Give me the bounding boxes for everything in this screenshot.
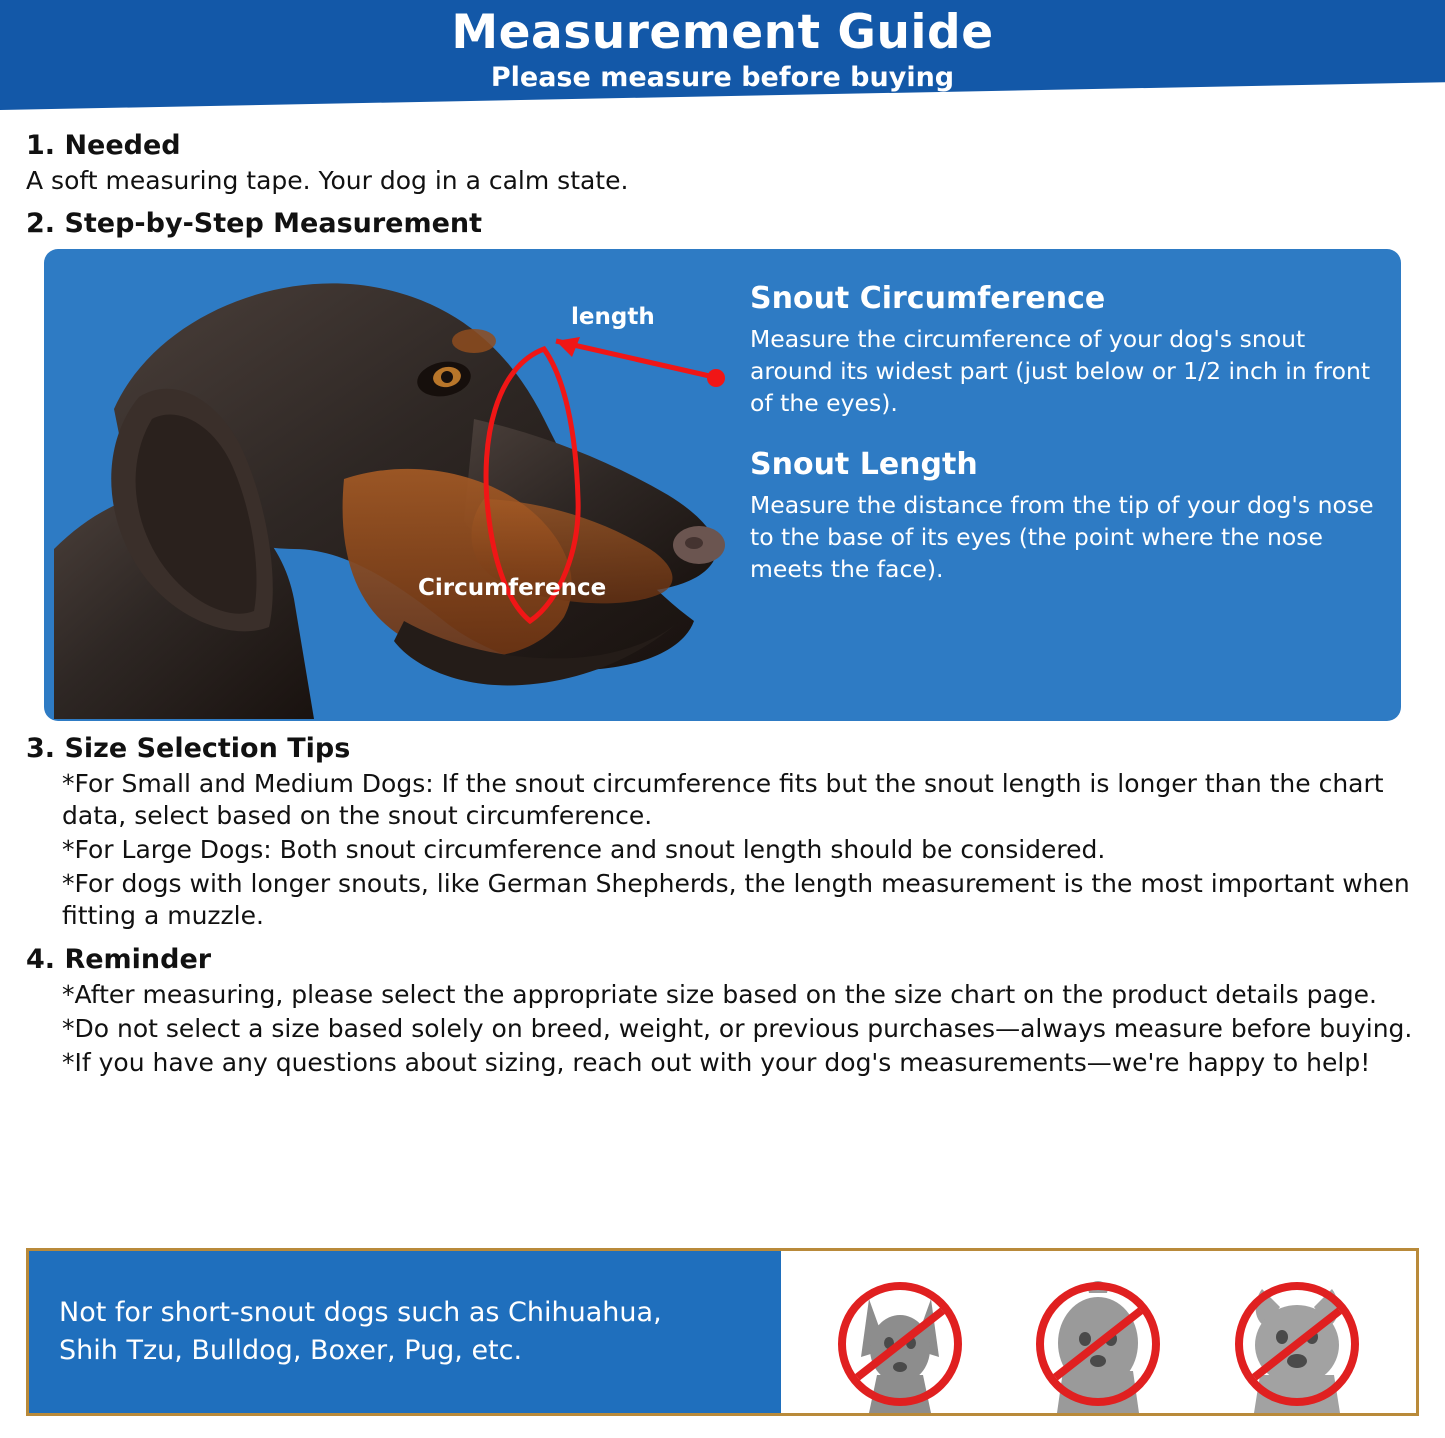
list-item: *After measuring, please select the appropriate size based on the size chart on the product details page. — [62, 980, 1377, 1010]
section-title-needed: 1. Needed — [26, 130, 181, 161]
page-title: Measurement Guide — [451, 5, 994, 60]
section-title-steps: 2. Step-by-Step Measurement — [26, 208, 483, 240]
prohibition-mark — [1235, 1282, 1359, 1406]
warning-icons — [781, 1251, 1416, 1413]
prohibition-mark — [838, 1282, 962, 1406]
warning-text-block — [29, 1251, 781, 1413]
no-shih-tzu-icon — [1023, 1263, 1173, 1413]
list-item: *For dogs with longer snouts, like German Shepherds, the length measurement is the most important when fitting a muzzle. — [62, 869, 1410, 931]
warning-banner — [26, 1248, 1419, 1416]
snout-length-heading: Snout Length — [750, 447, 978, 483]
tips-list — [26, 768, 1419, 932]
list-item: *For Small and Medium Dogs: If the snout circumference fits but the snout length is longer than the chart data, select based on the snout circumference. — [62, 769, 1384, 831]
section-body-needed: A soft measuring tape. Your dog in a calm state. — [26, 166, 629, 195]
snout-length-text: Measure the distance from the tip of your dog's nose to the base of its eyes (the point where the nose meets the face). — [750, 491, 1374, 583]
no-chihuahua-icon — [825, 1263, 975, 1413]
no-bulldog-icon — [1222, 1263, 1372, 1413]
page-subtitle: Please measure before buying — [490, 62, 955, 94]
list-item: *Do not select a size based solely on breed, weight, or previous purchases—always measure before buying. — [62, 1014, 1413, 1044]
section-title-reminder: 4. Reminder — [26, 944, 212, 976]
snout-circumference-heading: Snout Circumference — [750, 281, 1106, 317]
reminder-list — [26, 979, 1419, 1079]
warning-text — [59, 1294, 662, 1371]
measurement-diagram-panel — [44, 249, 1401, 721]
measurement-descriptions — [734, 249, 1401, 721]
label-circumference: Circumference — [418, 575, 607, 602]
snout-circumference-text: Measure the circumference of your dog's snout around its widest part (just below or 1/2 inch in front of the eyes). — [750, 325, 1371, 417]
prohibition-mark — [1036, 1282, 1160, 1406]
warning-line-1: Not for short-snout dogs such as Chihuahua, — [59, 1296, 662, 1328]
section-title-tips: 3. Size Selection Tips — [26, 733, 351, 765]
dog-illustration — [44, 249, 734, 721]
page-header — [0, 0, 1445, 118]
page-content — [0, 130, 1445, 1079]
label-length: length — [571, 304, 655, 331]
list-item: *If you have any questions about sizing, reach out with your dog's measurements—we're happy to help! — [62, 1048, 1371, 1078]
warning-line-2: Shih Tzu, Bulldog, Boxer, Pug, etc. — [59, 1335, 523, 1366]
list-item: *For Large Dogs: Both snout circumference and snout length should be considered. — [62, 835, 1106, 865]
header-inner — [0, 0, 1445, 93]
